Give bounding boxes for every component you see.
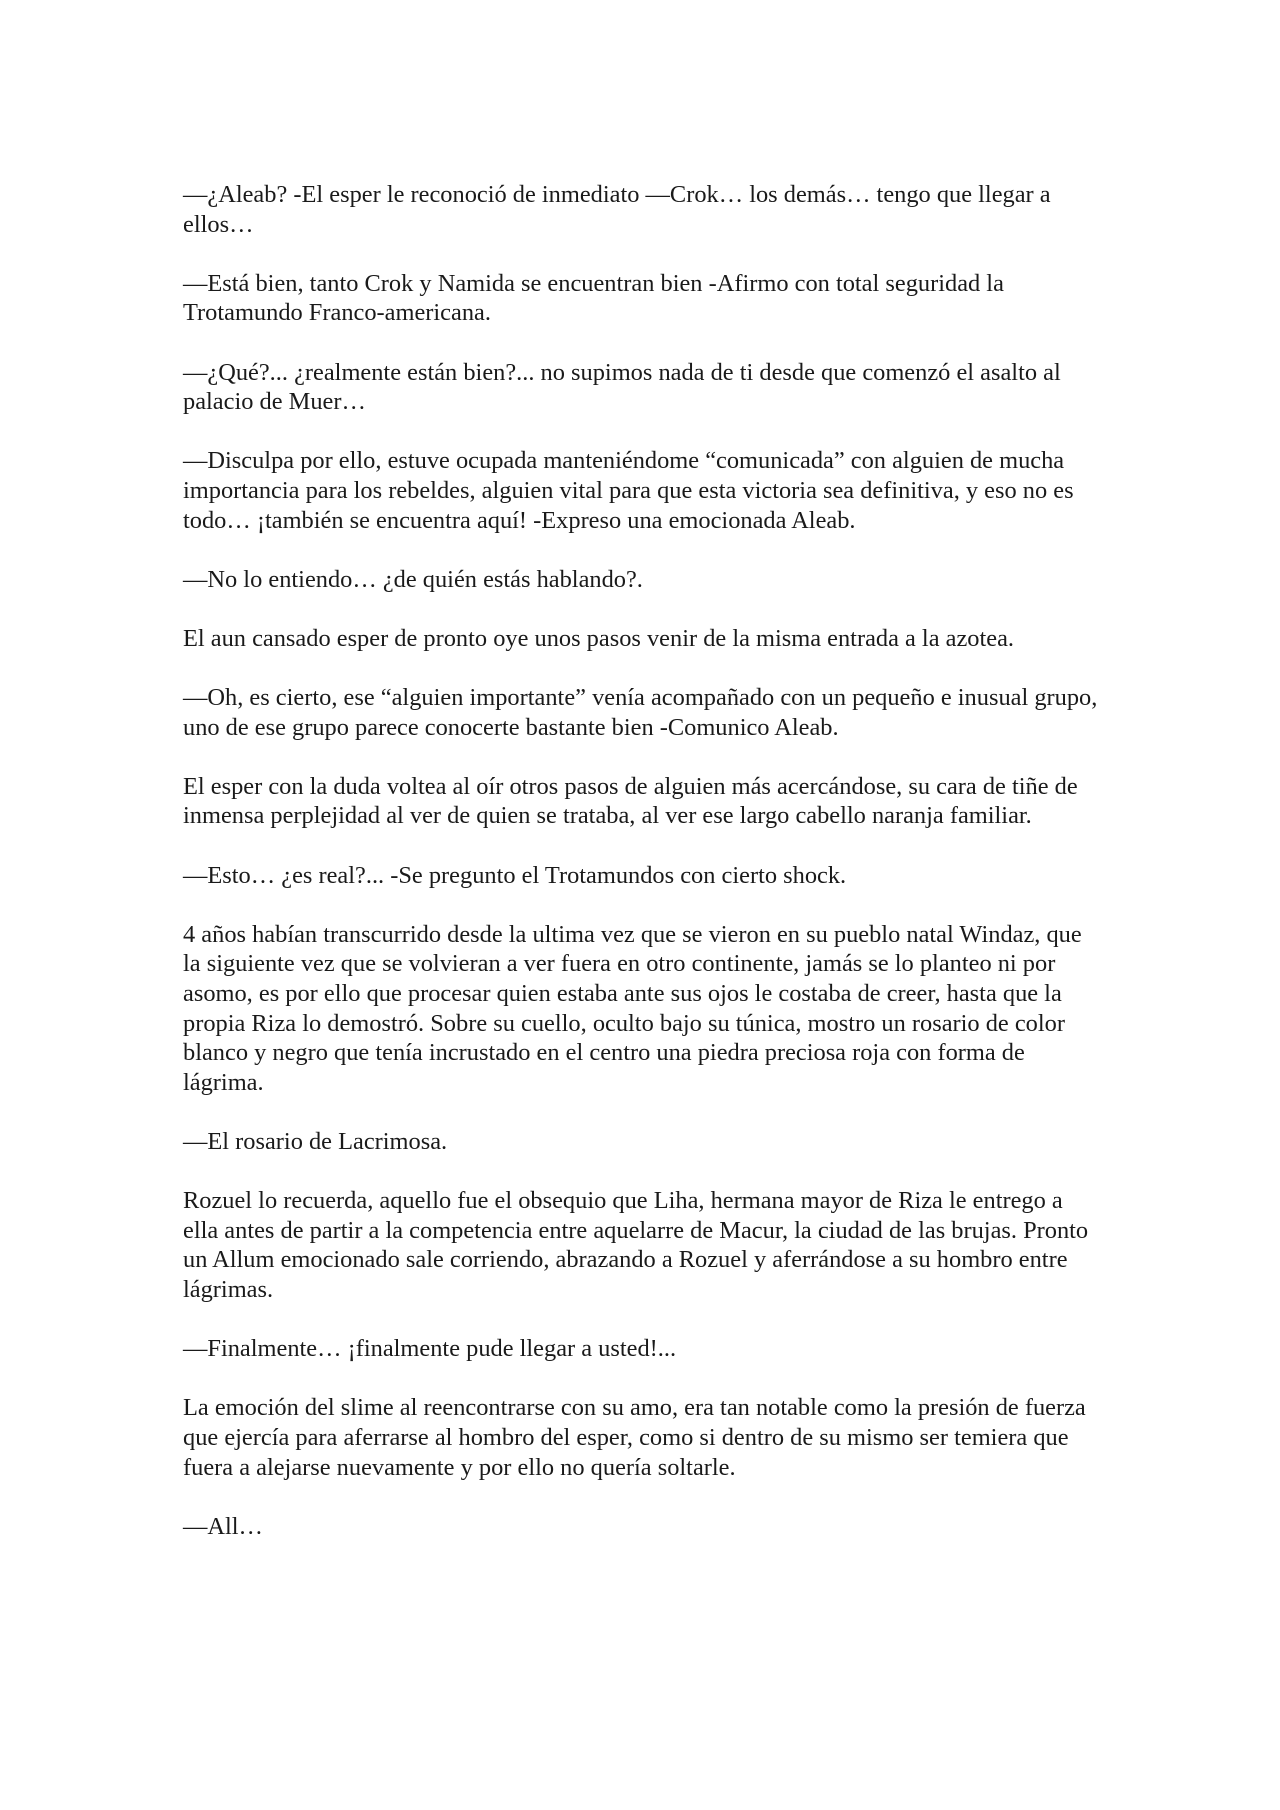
document-body [183,180,1103,1571]
paragraph: La emoción del slime al reencontrarse con su amo, era tan notable como la presión de fuerza que ejercía para aferrarse al hombro del esper, como si dentro de su mismo ser temiera que fuera a alejarse nuevamente y por ello no quería soltarle. [183,1394,1086,1481]
paragraph: —Esto… ¿es real?... -Se pregunto el Trotamundos con cierto shock. [183,861,847,889]
paragraph: —¿Qué?... ¿realmente están bien?... no supimos nada de ti desde que comenzó el asalto al palacio de Muer… [183,358,1061,416]
paragraph: —Finalmente… ¡finalmente pude llegar a usted!... [183,1335,677,1363]
paragraph: —All… [183,1512,263,1540]
paragraph: El esper con la duda voltea al oír otros pasos de alguien más acercándose, su cara de tiñe de inmensa perplejidad al ver de quien se trataba, al ver ese largo cabello naranja familiar. [183,772,1078,830]
paragraph: —El rosario de Lacrimosa. [183,1128,448,1155]
paragraph: —¿Aleab? -El esper le reconoció de inmediato —Crok… los demás… tengo que llegar a ellos… [183,181,1051,238]
paragraph: —No lo entiendo… ¿de quién estás hablando?. [183,565,643,593]
paragraph: —Oh, es cierto, ese “alguien importante” venía acompañado con un pequeño e inusual grupo, uno de ese grupo parece conocerte bastante bien -Comunico Aleab. [183,684,1098,741]
paragraph: El aun cansado esper de pronto oye unos pasos venir de la misma entrada a la azotea. [183,624,1015,652]
paragraph: —Disculpa por ello, estuve ocupada manteniéndome “comunicada” con alguien de mucha importancia para los rebeldes, alguien vital para que esta victoria sea definitiva, y eso no es todo… ¡también se encuentra aquí! -Expreso una emocionada Aleab. [183,447,1074,534]
paragraph: 4 años habían transcurrido desde la ultima vez que se vieron en su pueblo natal Windaz, que la siguiente vez que se volvieran a ver fuera en otro continente, jamás se lo planteo ni por asomo, es por ello que procesar quien estaba ante sus ojos le costaba de creer, hasta que la propia Riza lo demostró. Sobre su cuello, oculto bajo su túnica, mostro un rosario de color blanco y negro que tenía incrustado en el centro una piedra preciosa roja con forma de lágrima. [183,920,1082,1096]
paragraph: —Está bien, tanto Crok y Namida se encuentran bien -Afirmo con total seguridad la Trotamundo Franco-americana. [183,269,1004,327]
paragraph: Rozuel lo recuerda, aquello fue el obsequio que Liha, hermana mayor de Riza le entrego a ella antes de partir a la competencia entre aquelarre de Macur, la ciudad de las brujas. Pronto un Allum emocionado sale corriendo, abrazando a Rozuel y aferrándose a su hombro entre lágrimas. [183,1187,1089,1303]
